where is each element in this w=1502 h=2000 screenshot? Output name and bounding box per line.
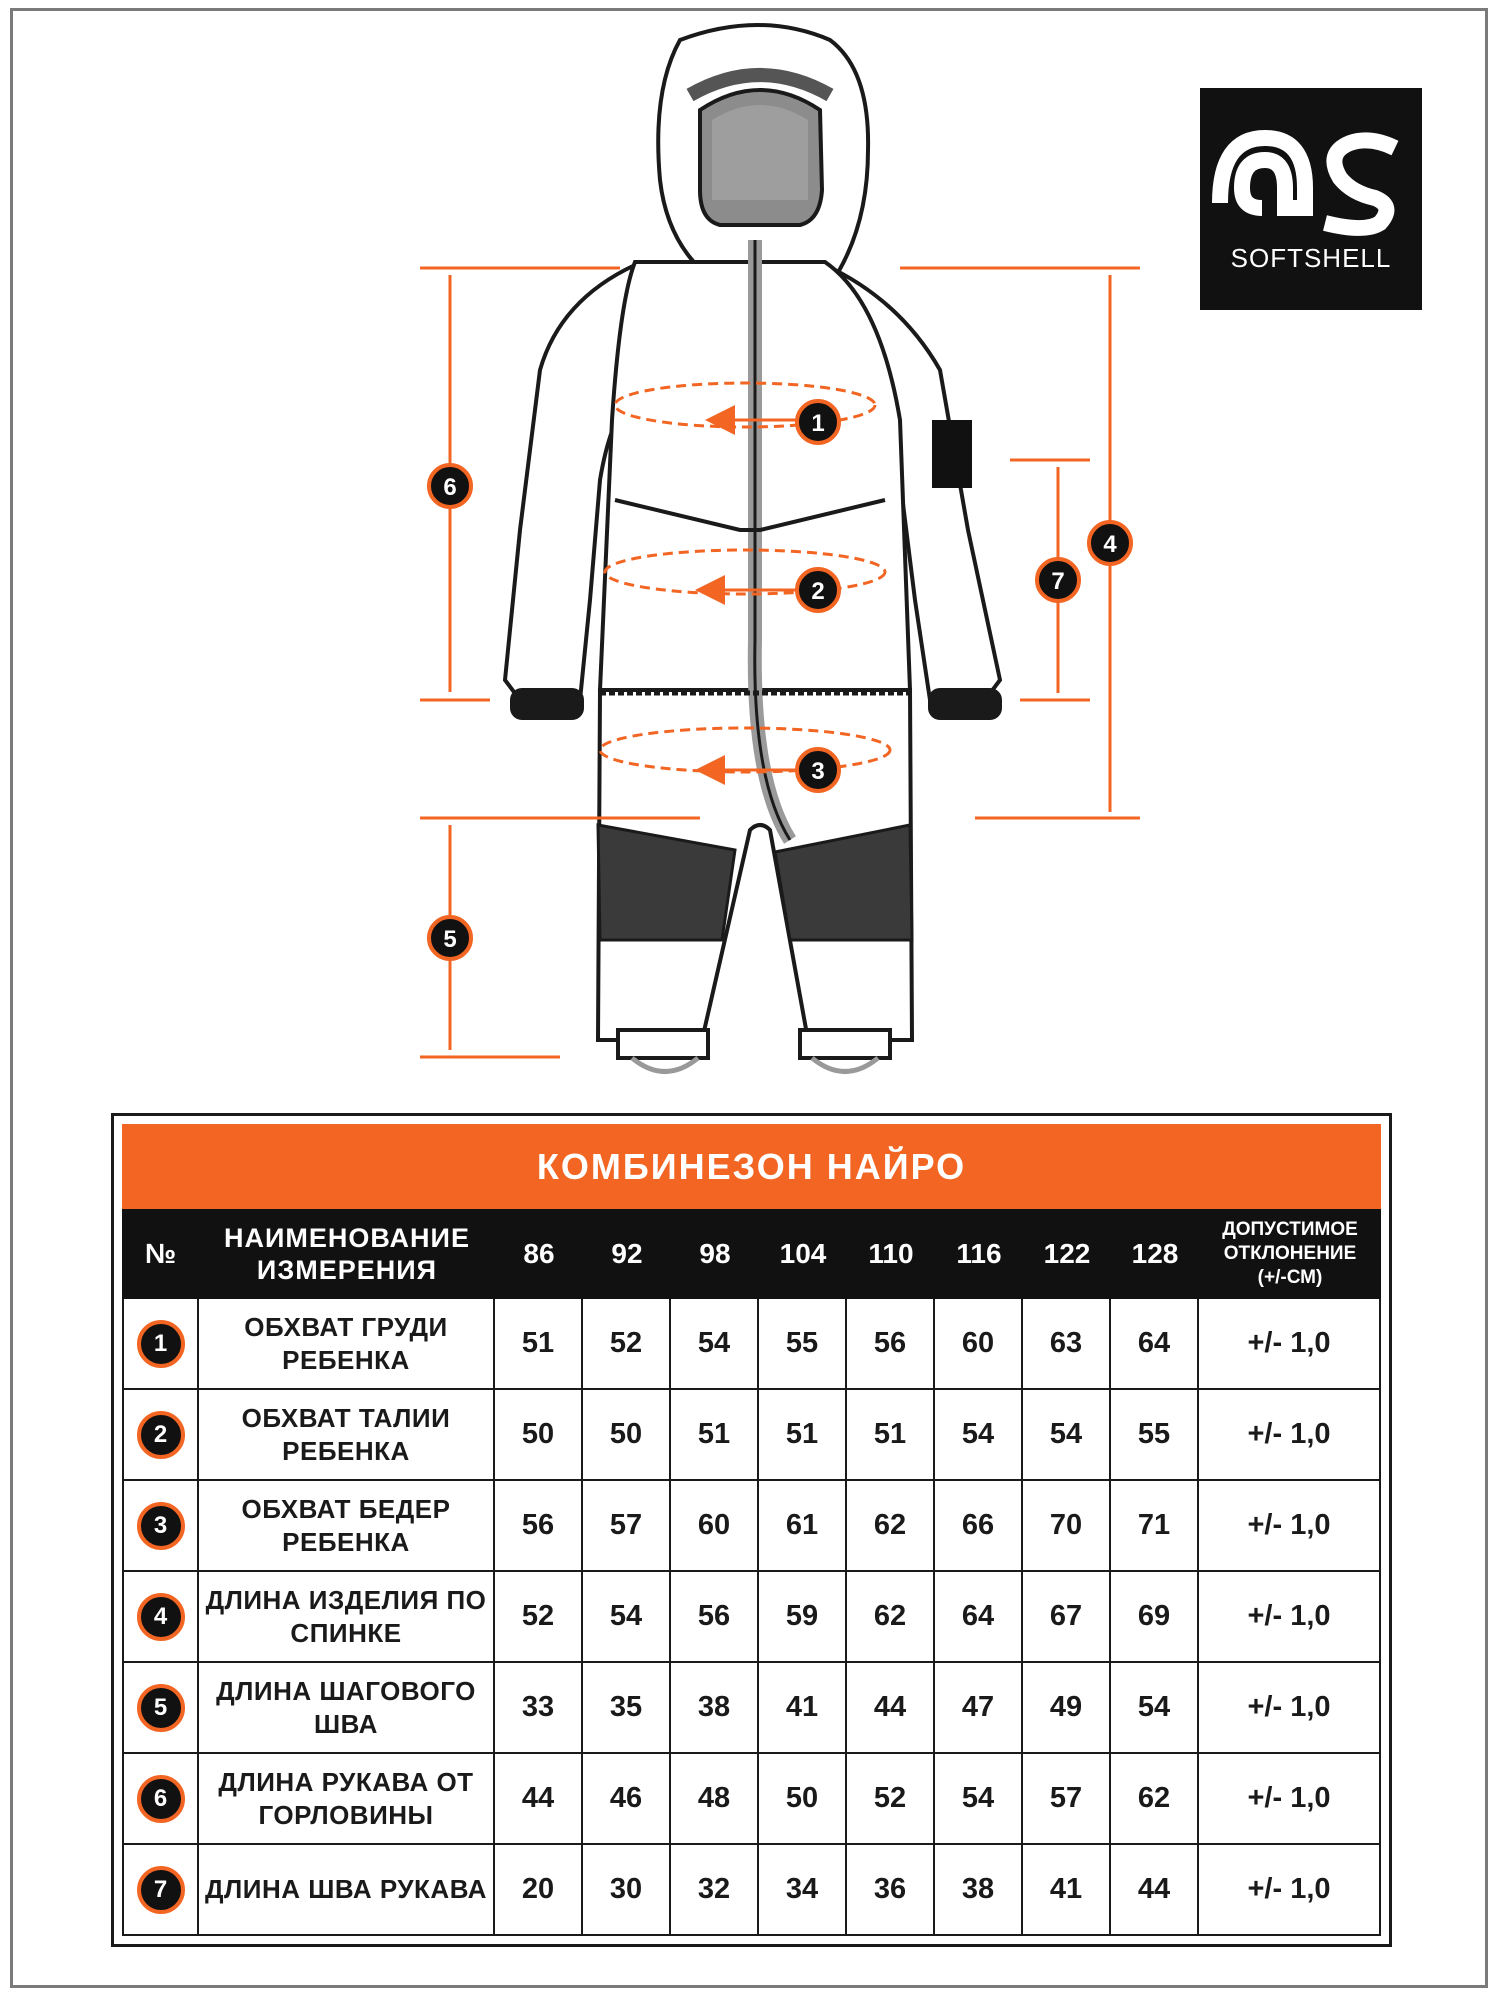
size-value-cell: 32 xyxy=(671,1845,759,1936)
header-tol-line2: ОТКЛОНЕНИЕ xyxy=(1223,1243,1357,1264)
measurement-name-line1: ОБХВАТ ГРУДИ xyxy=(244,1311,448,1342)
brand-logo-mark xyxy=(1200,88,1422,248)
size-value-cell: 60 xyxy=(671,1481,759,1572)
size-value-cell: 44 xyxy=(847,1663,935,1754)
diagram-badge-3 xyxy=(797,749,839,791)
row-number-badge: 7 xyxy=(137,1866,185,1914)
diagram-badge-4 xyxy=(1089,522,1131,564)
header-measurement-name xyxy=(199,1209,495,1299)
size-value-cell: 49 xyxy=(1023,1663,1111,1754)
table-row xyxy=(122,1663,1381,1754)
svg-text:3: 3 xyxy=(811,758,825,785)
size-value-cell: 51 xyxy=(495,1299,583,1390)
table-row xyxy=(122,1754,1381,1845)
size-value-cell: 63 xyxy=(1023,1299,1111,1390)
header-tol-line1: ДОПУСТИМОЕ xyxy=(1222,1219,1358,1240)
table-header xyxy=(122,1209,1381,1299)
table-row xyxy=(122,1481,1381,1572)
size-value-cell: 55 xyxy=(759,1299,847,1390)
size-value-cell: 52 xyxy=(847,1754,935,1845)
size-value-cell: 50 xyxy=(759,1754,847,1845)
header-size-116: 116 xyxy=(956,1238,1002,1269)
measurement-name-line2: РЕБЕНКА xyxy=(282,1526,410,1557)
size-value-cell: 54 xyxy=(935,1390,1023,1481)
size-value-cell: 30 xyxy=(583,1845,671,1936)
measurement-name-line2: СПИНКЕ xyxy=(290,1617,402,1648)
tolerance-cell: +/- 1,0 xyxy=(1199,1390,1381,1481)
size-value-cell: 71 xyxy=(1111,1481,1199,1572)
table-row xyxy=(122,1390,1381,1481)
tolerance-cell: +/- 1,0 xyxy=(1199,1481,1381,1572)
table-body xyxy=(122,1299,1381,1938)
size-value-cell: 54 xyxy=(935,1754,1023,1845)
measurement-name-line1: ДЛИНА ИЗДЕЛИЯ ПО xyxy=(205,1584,487,1615)
header-tolerance xyxy=(1199,1209,1381,1299)
row-number-badge: 4 xyxy=(137,1593,185,1641)
size-value-cell: 46 xyxy=(583,1754,671,1845)
size-value-cell: 20 xyxy=(495,1845,583,1936)
svg-text:2: 2 xyxy=(811,578,825,605)
size-value-cell: 62 xyxy=(1111,1754,1199,1845)
header-size-98: 98 xyxy=(699,1238,731,1269)
header-size-122: 122 xyxy=(1043,1238,1091,1269)
size-value-cell: 50 xyxy=(583,1390,671,1481)
size-value-cell: 51 xyxy=(847,1390,935,1481)
header-size-110: 110 xyxy=(868,1238,914,1269)
size-value-cell: 64 xyxy=(1111,1299,1199,1390)
size-value-cell: 34 xyxy=(759,1845,847,1936)
diagram-badge-2 xyxy=(797,569,839,611)
measurement-name-cell xyxy=(199,1390,495,1481)
size-value-cell: 57 xyxy=(1023,1754,1111,1845)
header-name-line1: НАИМЕНОВАНИЕ xyxy=(224,1223,470,1253)
measurement-name-line2: РЕБЕНКА xyxy=(282,1435,410,1466)
diagram-badge-5 xyxy=(429,917,471,959)
row-number-badge: 1 xyxy=(137,1320,185,1368)
row-number-badge: 5 xyxy=(137,1684,185,1732)
diagram-badge-6 xyxy=(429,465,471,507)
size-value-cell: 38 xyxy=(671,1663,759,1754)
row-number-badge: 6 xyxy=(137,1775,185,1823)
header-number: № xyxy=(144,1238,177,1269)
size-value-cell: 60 xyxy=(935,1299,1023,1390)
measurement-name-line1: ДЛИНА ШВА РУКАВА xyxy=(205,1874,487,1904)
size-value-cell: 56 xyxy=(671,1572,759,1663)
size-value-cell: 41 xyxy=(1023,1845,1111,1936)
measurement-name-line2: РЕБЕНКА xyxy=(282,1344,410,1375)
brand-logo xyxy=(1200,88,1422,310)
measurement-name-line2: ГОРЛОВИНЫ xyxy=(258,1799,434,1830)
header-size-104: 104 xyxy=(779,1238,827,1269)
row-number-cell xyxy=(122,1754,199,1845)
size-value-cell: 50 xyxy=(495,1390,583,1481)
size-value-cell: 54 xyxy=(583,1572,671,1663)
size-value-cell: 51 xyxy=(759,1390,847,1481)
tolerance-cell: +/- 1,0 xyxy=(1199,1754,1381,1845)
size-value-cell: 52 xyxy=(583,1299,671,1390)
size-value-cell: 69 xyxy=(1111,1572,1199,1663)
row-number-badge: 3 xyxy=(137,1502,185,1550)
header-size-86: 86 xyxy=(523,1238,555,1269)
tolerance-cell: +/- 1,0 xyxy=(1199,1845,1381,1936)
header-size-128: 128 xyxy=(1131,1238,1179,1269)
header-size-92: 92 xyxy=(611,1238,643,1269)
size-value-cell: 35 xyxy=(583,1663,671,1754)
size-value-cell: 33 xyxy=(495,1663,583,1754)
row-number-cell xyxy=(122,1390,199,1481)
measurement-name-cell xyxy=(199,1299,495,1390)
table-row xyxy=(122,1845,1381,1936)
table-title: КОМБИНЕЗОН НАЙРО xyxy=(122,1124,1381,1209)
size-value-cell: 44 xyxy=(1111,1845,1199,1936)
size-value-cell: 67 xyxy=(1023,1572,1111,1663)
measurement-name-cell xyxy=(199,1481,495,1572)
size-value-cell: 56 xyxy=(495,1481,583,1572)
row-number-cell xyxy=(122,1481,199,1572)
measurement-name-cell xyxy=(199,1572,495,1663)
size-value-cell: 56 xyxy=(847,1299,935,1390)
diagram-badge-1 xyxy=(797,401,839,443)
size-value-cell: 44 xyxy=(495,1754,583,1845)
tolerance-cell: +/- 1,0 xyxy=(1199,1572,1381,1663)
brand-logo-text: SOFTSHELL xyxy=(1230,243,1392,273)
size-value-cell: 61 xyxy=(759,1481,847,1572)
measurement-name-line1: ДЛИНА ШАГОВОГО xyxy=(216,1675,476,1706)
size-value-cell: 52 xyxy=(495,1572,583,1663)
row-number-cell xyxy=(122,1299,199,1390)
svg-text:7: 7 xyxy=(1051,568,1065,595)
size-value-cell: 51 xyxy=(671,1390,759,1481)
size-value-cell: 36 xyxy=(847,1845,935,1936)
row-number-cell xyxy=(122,1572,199,1663)
size-value-cell: 59 xyxy=(759,1572,847,1663)
measurement-name-line1: ОБХВАТ ТАЛИИ xyxy=(241,1402,451,1433)
row-number-cell xyxy=(122,1845,199,1936)
size-value-cell: 62 xyxy=(847,1572,935,1663)
size-value-cell: 70 xyxy=(1023,1481,1111,1572)
measurement-name-cell xyxy=(199,1663,495,1754)
diagram-badge-7 xyxy=(1037,559,1079,601)
row-number-badge: 2 xyxy=(137,1411,185,1459)
size-value-cell: 41 xyxy=(759,1663,847,1754)
table-row xyxy=(122,1572,1381,1663)
header-tol-line3: (+/-СМ) xyxy=(1257,1267,1323,1288)
hood-drawing xyxy=(658,25,868,285)
size-table xyxy=(111,1113,1392,1947)
size-value-cell: 54 xyxy=(671,1299,759,1390)
size-value-cell: 55 xyxy=(1111,1390,1199,1481)
size-value-cell: 64 xyxy=(935,1572,1023,1663)
sleeve-logo-patch xyxy=(932,420,972,488)
svg-text:5: 5 xyxy=(443,926,457,953)
row-number-cell xyxy=(122,1663,199,1754)
measurement-name-line1: ОБХВАТ БЕДЕР xyxy=(241,1493,451,1524)
measurement-name-line1: ДЛИНА РУКАВА ОТ xyxy=(218,1766,474,1797)
measurement-name-line2: ШВА xyxy=(314,1708,378,1739)
size-value-cell: 54 xyxy=(1023,1390,1111,1481)
measurement-name-cell xyxy=(199,1845,495,1936)
svg-text:6: 6 xyxy=(443,474,457,501)
size-value-cell: 54 xyxy=(1111,1663,1199,1754)
size-value-cell: 66 xyxy=(935,1481,1023,1572)
table-row xyxy=(122,1299,1381,1390)
svg-text:1: 1 xyxy=(811,410,825,437)
size-value-cell: 57 xyxy=(583,1481,671,1572)
size-value-cell: 48 xyxy=(671,1754,759,1845)
tolerance-cell: +/- 1,0 xyxy=(1199,1299,1381,1390)
tolerance-cell: +/- 1,0 xyxy=(1199,1663,1381,1754)
size-value-cell: 47 xyxy=(935,1663,1023,1754)
measurement-name-cell xyxy=(199,1754,495,1845)
size-value-cell: 62 xyxy=(847,1481,935,1572)
size-value-cell: 38 xyxy=(935,1845,1023,1936)
header-name-line2: ИЗМЕРЕНИЯ xyxy=(256,1255,438,1285)
svg-text:4: 4 xyxy=(1103,531,1117,558)
